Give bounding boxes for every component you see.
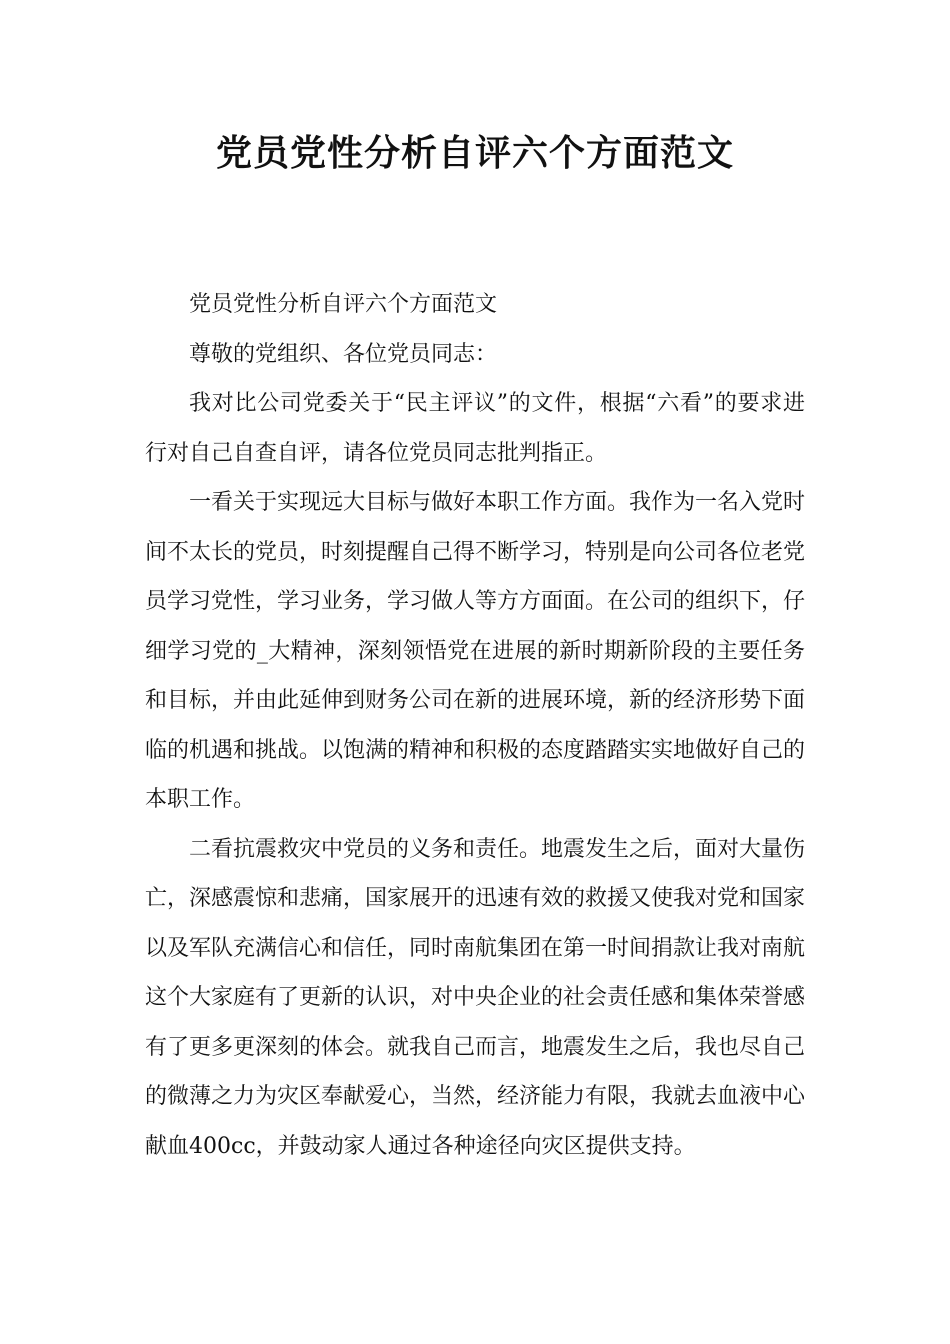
document-title: 党员党性分析自评六个方面范文	[215, 133, 734, 174]
paragraph-intro: 我对比公司党委关于“民主评议”的文件，根据“六看”的要求进行对自己自查自评，请各位党员同志批判指正。	[145, 391, 805, 466]
document-body	[145, 280, 805, 1171]
paragraph-point-two: 二看抗震救灾中党员的义务和责任。地震发生之后，面对大量伤亡，深感震惊和悲痛，国家展开的迅速有效的救援又使我对党和国家以及军队充满信心和信任，同时南航集团在第一时间捐款让我对南航这个大家庭有了更新的认识，对中央企业的社会责任感和集体荣誉感有了更多更深刻的体会。就我自己而言，地震发生之后，我也尽自己的微薄之力为灾区奉献爱心，当然，经济能力有限，我就去血液中心献血400cc，并鼓动家人通过各种途径向灾区提供支持。	[145, 836, 806, 1159]
paragraph-salutation: 尊敬的党组织、各位党员同志：	[189, 341, 498, 367]
paragraph-point-one: 一看关于实现远大目标与做好本职工作方面。我作为一名入党时间不太长的党员，时刻提醒自己得不断学习，特别是向公司各位老党员学习党性，学习业务，学习做人等方方面面。在公司的组织下，仔细学习党的_大精神，深刻领悟党在进展的新时期新阶段的主要任务和目标，并由此延伸到财务公司在新的进展环境，新的经济形势下面临的机遇和挑战。以饱满的精神和积极的态度踏踏实实地做好自己的本职工作。	[145, 490, 806, 812]
paragraph-heading: 党员党性分析自评六个方面范文	[189, 292, 498, 317]
